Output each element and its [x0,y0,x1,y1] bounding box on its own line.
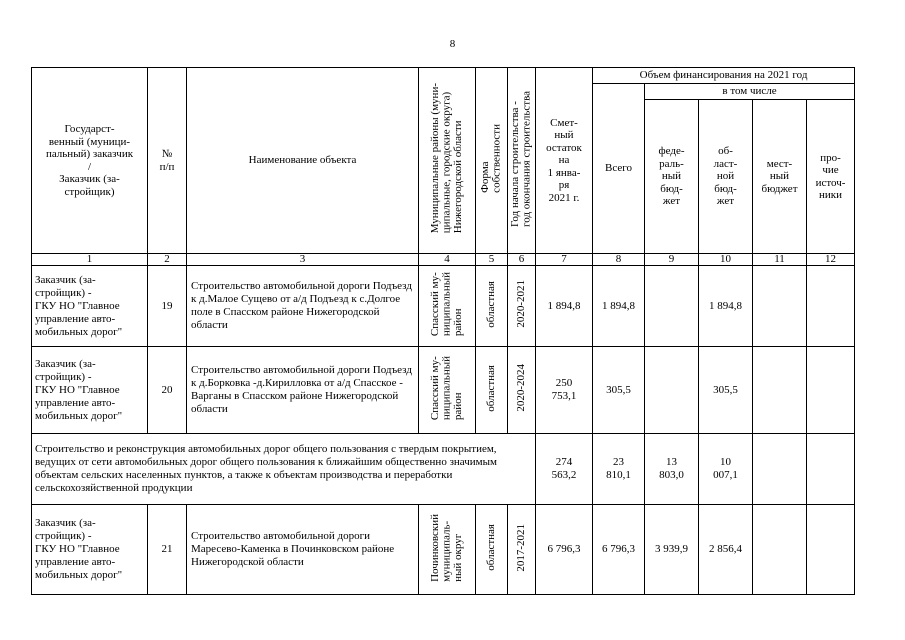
federal-cell [645,266,699,347]
local-cell [753,505,807,595]
column-number: 2 [148,254,187,266]
column-number: 6 [508,254,536,266]
regional-cell: 2 856,4 [699,505,753,595]
table-row [32,505,855,595]
ownership-cell: областная [484,364,497,412]
local-cell [753,266,807,347]
table-row [32,266,855,347]
column-number: 4 [419,254,476,266]
column-number: 12 [807,254,855,266]
header-regional: об- ласт- ной бюд- жет [699,100,753,254]
object-name-cell: Строительство автомобильной дороги Маресево-Каменка в Починковском районе Нижегородской области [187,505,419,595]
federal-cell: 3 939,9 [645,505,699,595]
ownership-cell: областная [484,524,497,571]
summary-total-cell: 23 810,1 [593,434,645,505]
total-cell: 1 894,8 [593,266,645,347]
total-cell: 305,5 [593,347,645,434]
municipality-cell: Спасский му- ниципальный район [428,355,464,421]
estimated-balance-cell: 250 753,1 [536,347,593,434]
estimated-balance-cell: 6 796,3 [536,505,593,595]
row-number-cell: 20 [148,347,187,434]
column-number: 7 [536,254,593,266]
header-number: № п/п [148,68,187,254]
header-federal: феде- раль- ный бюд- жет [645,100,699,254]
column-number: 3 [187,254,419,266]
summary-local-cell [753,434,807,505]
financing-table [31,67,855,595]
summary-estimated-cell: 274 563,2 [536,434,593,505]
object-name-cell: Строительство автомобильной дороги Подъезд к д.Борковка -д.Кирилловка от а/д Спасское - Варганы в Спасском районе Нижегородской области [187,347,419,434]
column-number-row [32,254,855,266]
row-number-cell: 19 [148,266,187,347]
table-row [32,347,855,434]
years-cell: 2017-2021 [514,523,527,572]
header-years: Год начала строительства - год окончания строительства [509,90,533,227]
regional-cell: 1 894,8 [699,266,753,347]
municipality-cell: Спасский му- ниципальный район [428,271,464,337]
column-number: 9 [645,254,699,266]
summary-text-cell: Строительство и реконструкция автомобильных дорог общего пользования с твердым покрытием, ведущих от сети автомобильных дорог общего пользования к ближайшим общественно значимым объектам сельских населенных пунктов, а также к объектам производства и переработки сельскохозяйственной продукции [32,434,536,505]
header-local: мест- ный бюджет [753,100,807,254]
regional-cell: 305,5 [699,347,753,434]
header-customer: Государст- венный (муници- пальный) заказчик / Заказчик (за- стройщик) [32,68,148,254]
header-estimated-balance: Смет- ный остаток на 1 янва- ря 2021 г. [536,68,593,254]
header-other: про- чие источ- ники [807,100,855,254]
column-number: 10 [699,254,753,266]
header-municipality: Муниципальные районы (муни- ципальные, городские округа) Нижегородской области [428,83,464,234]
column-number: 5 [476,254,508,266]
row-number-cell: 21 [148,505,187,595]
total-cell: 6 796,3 [593,505,645,595]
header-total: Всего [593,84,645,254]
federal-cell [645,347,699,434]
summary-row [32,434,855,505]
summary-other-cell [807,434,855,505]
header-object-name: Наименование объекта [187,68,419,254]
column-number: 1 [32,254,148,266]
header-row-1 [32,68,855,84]
customer-cell: Заказчик (за- стройщик) - ГКУ НО "Главное управление авто- мобильных дорог" [32,505,148,595]
object-name-cell: Строительство автомобильной дороги Подъезд к д.Малое Сущево от а/д Подъезд к с.Долгое поле в Спасском районе Нижегородской области [187,266,419,347]
other-cell [807,266,855,347]
years-cell: 2020-2024 [514,364,527,412]
header-ownership: Форма собственности [479,124,503,193]
municipality-cell: Починковский муниципаль- ный округ [428,513,464,582]
page-number: 8 [449,38,456,50]
estimated-balance-cell: 1 894,8 [536,266,593,347]
other-cell [807,347,855,434]
header-including: в том числе [645,84,855,100]
local-cell [753,347,807,434]
header-funding: Объем финансирования на 2021 год [593,68,855,84]
customer-cell: Заказчик (за- стройщик) - ГКУ НО "Главное управление авто- мобильных дорог" [32,266,148,347]
ownership-cell: областная [484,280,497,328]
years-cell: 2020-2021 [514,280,527,328]
column-number: 8 [593,254,645,266]
summary-regional-cell: 10 007,1 [699,434,753,505]
column-number: 11 [753,254,807,266]
other-cell [807,505,855,595]
customer-cell: Заказчик (за- стройщик) - ГКУ НО "Главное управление авто- мобильных дорог" [32,347,148,434]
summary-federal-cell: 13 803,0 [645,434,699,505]
